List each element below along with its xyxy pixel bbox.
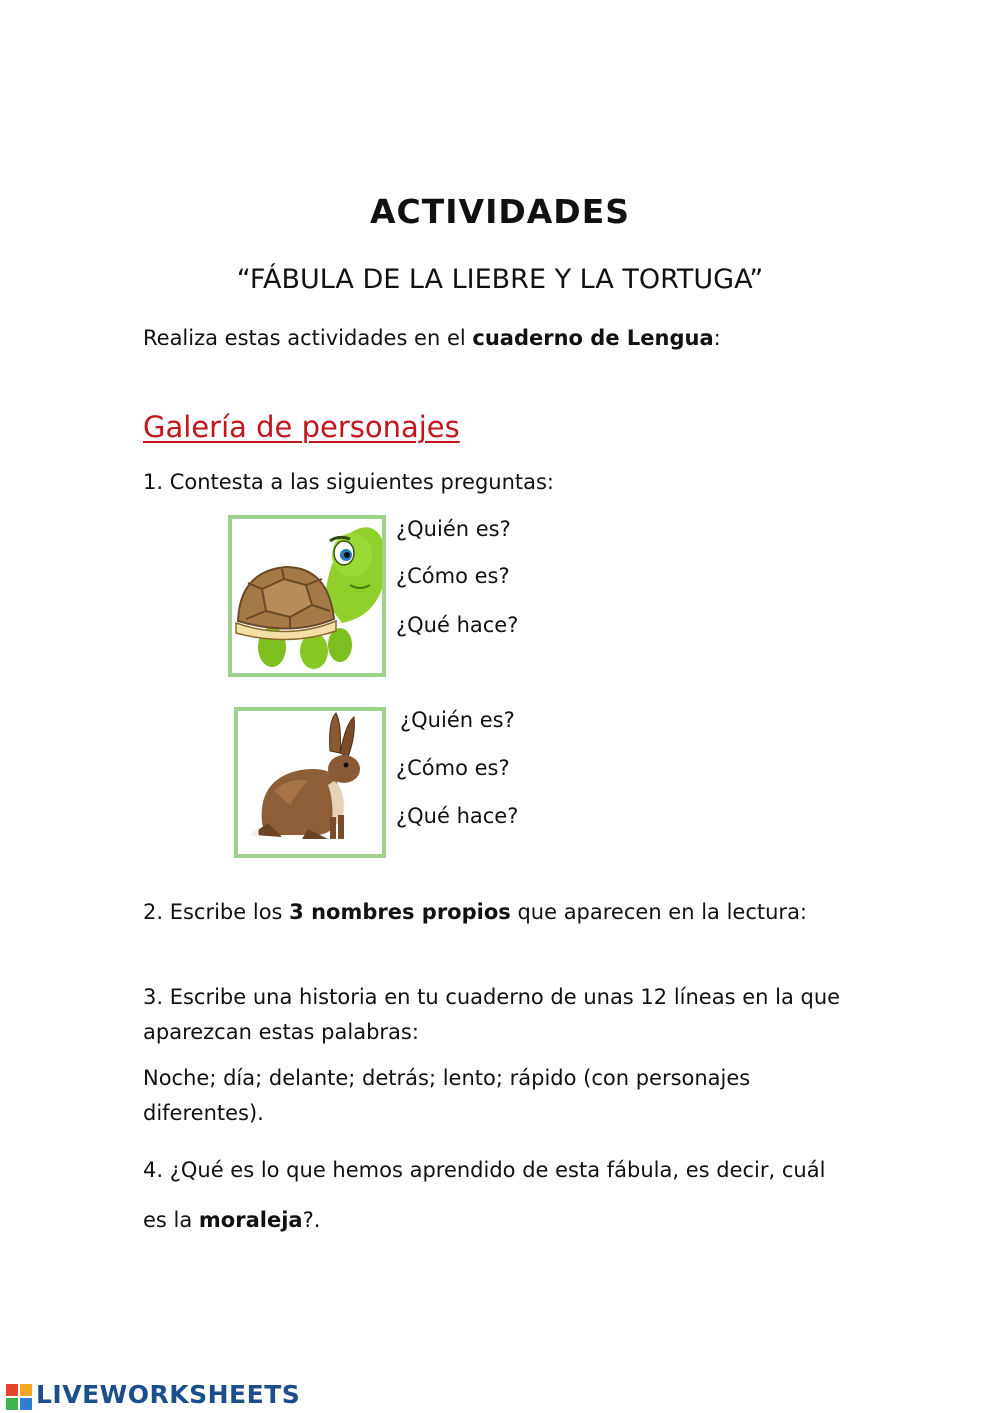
hare-icon: [238, 711, 382, 854]
activity-2-before: 2. Escribe los: [143, 900, 290, 924]
activity-3-line-2: aparezcan estas palabras:: [143, 1020, 419, 1044]
activity-4-line-1: 4. ¿Qué es lo que hemos aprendido de esta fábula, es decir, cuál: [143, 1158, 826, 1182]
hare-question: ¿Cómo es?: [396, 756, 510, 780]
hare-question: ¿Quién es?: [400, 708, 515, 732]
activity-3-line-1: 3. Escribe una historia en tu cuaderno de unas 12 líneas en la que: [143, 985, 841, 1009]
activity-2-after: que aparecen en la lectura:: [510, 900, 808, 924]
activity-4-bold: moraleja: [198, 1208, 303, 1232]
activity-2-bold: 3 nombres propios: [289, 900, 511, 924]
activity-2: [143, 900, 807, 924]
liveworksheets-logo-icon: [6, 1384, 32, 1410]
section-title: Galería de personajes: [143, 410, 460, 444]
page-subtitle: “FÁBULA DE LA LIEBRE Y LA TORTUGA”: [236, 264, 764, 295]
turtle-question: ¿Quién es?: [396, 517, 511, 541]
activity-3-words-1: Noche; día; delante; detrás; lento; rápido (con personajes: [143, 1066, 751, 1090]
turtle-image: [228, 515, 386, 677]
footer-brand: LIVEWORKSHEETS: [36, 1380, 301, 1409]
activity-4-after: ?.: [302, 1208, 321, 1232]
activity-4-before: es la: [143, 1208, 199, 1232]
page-title: ACTIVIDADES: [370, 192, 630, 231]
hare-image: [234, 707, 386, 858]
activity-3-words-2: diferentes).: [143, 1101, 264, 1125]
intro-before: Realiza estas actividades en el: [143, 326, 473, 350]
activity-4-line-2: [143, 1208, 320, 1232]
turtle-icon: [232, 519, 382, 673]
activity-1-prompt: 1. Contesta a las siguientes preguntas:: [143, 470, 555, 494]
hare-question: ¿Qué hace?: [396, 804, 519, 828]
intro-bold: cuaderno de Lengua: [472, 326, 714, 350]
turtle-question: ¿Cómo es?: [396, 564, 510, 588]
intro-after: :: [713, 326, 721, 350]
intro-text: [143, 326, 721, 350]
turtle-question: ¿Qué hace?: [396, 613, 519, 637]
